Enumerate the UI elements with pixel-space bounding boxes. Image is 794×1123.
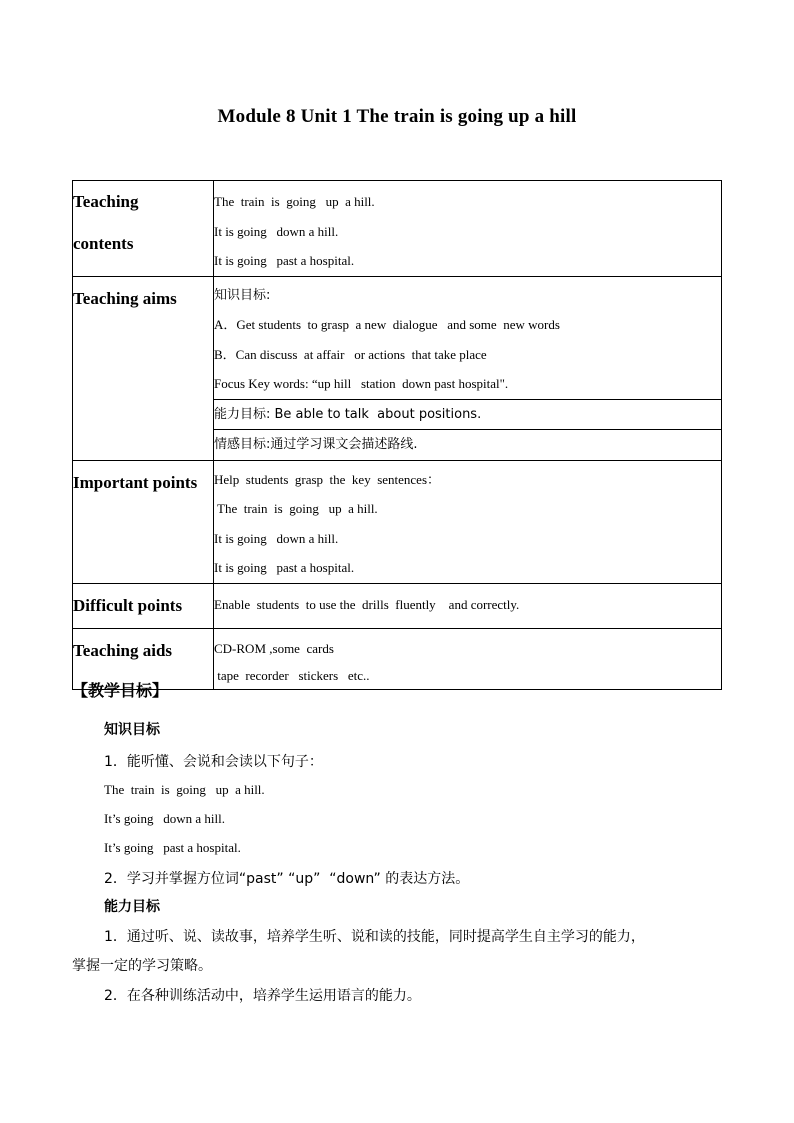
knowledge-item-1: 1．能听懂、会说和会读以下句子： [104, 754, 323, 770]
content-line: It is going past a hospital. [214, 253, 355, 268]
label-text: Teaching aids [73, 640, 173, 660]
content-line: B．Can discuss at affair or actions that take place [214, 346, 487, 362]
content-line: 能力目标: Be able to talk about positions. [214, 406, 482, 422]
content-line: Enable students to use the drills fluently and correctly. [214, 596, 520, 612]
label-text: Important points [73, 472, 198, 492]
content-emotion-aim [214, 430, 722, 461]
knowledge-objectives-title: 知识目标 [104, 722, 160, 738]
content-knowledge-aims [214, 276, 722, 399]
content-line: A．Get students to grasp a new dialogue and some new words [214, 317, 560, 332]
label-difficult-points [73, 583, 214, 628]
content-line: CD-ROM ,some cards [214, 640, 334, 656]
objectives-heading: 【教学目标】 [72, 681, 169, 700]
row-teaching-aims-knowledge [73, 276, 722, 399]
page-title: Module 8 Unit 1 The train is going up a hill [217, 106, 577, 127]
content-line: Help students grasp the key sentences： [214, 471, 441, 487]
knowledge-item-2: 2．学习并掌握方位词“past” “up” “down” 的表达方法。 [104, 871, 470, 887]
ability-item-1-continued: 掌握一定的学习策略。 [72, 958, 212, 974]
row-important-points [73, 460, 722, 583]
content-line: It is going down a hill. [214, 530, 339, 546]
ability-item-1: 1．通过听、说、读故事，培养学生听、说和读的技能，同时提高学生自主学习的能力， [104, 929, 645, 945]
content-ability-aim [214, 399, 722, 430]
label-teaching-contents [73, 181, 214, 277]
content-line: The train is going up a hill. [214, 501, 378, 516]
label-line: Teaching [73, 192, 139, 211]
content-line: 知识目标: [214, 287, 271, 303]
label-teaching-aims [73, 276, 214, 460]
row-teaching-aids [73, 628, 722, 689]
content-line: tape recorder stickers etc.. [214, 667, 370, 683]
example-sentence: It’s going down a hill. [104, 811, 225, 826]
label-line: contents [73, 234, 134, 253]
content-line: Focus Key words: “up hill station down past hospital". [214, 376, 509, 391]
content-important-points [214, 460, 722, 583]
row-difficult-points [73, 583, 722, 628]
example-sentence: It’s going past a hospital. [104, 840, 241, 855]
ability-item-2: 2．在各种训练活动中，培养学生运用语言的能力。 [104, 988, 421, 1004]
content-line: It is going past a hospital. [214, 560, 355, 575]
label-important-points [73, 460, 214, 583]
label-text: Difficult points [73, 595, 183, 615]
content-teaching-aids [214, 628, 722, 689]
content-difficult-points [214, 583, 722, 628]
row-teaching-contents [73, 181, 722, 277]
example-sentence: The train is going up a hill. [104, 782, 265, 797]
content-line: The train is going up a hill. [214, 194, 375, 209]
ability-objectives-title: 能力目标 [104, 899, 160, 915]
lesson-plan-table [72, 180, 722, 690]
content-teaching-contents [214, 181, 722, 277]
content-line: It is going down a hill. [214, 223, 339, 239]
content-line: 情感目标:通过学习课文会描述路线. [214, 437, 418, 452]
label-text: Teaching aims [73, 288, 177, 308]
